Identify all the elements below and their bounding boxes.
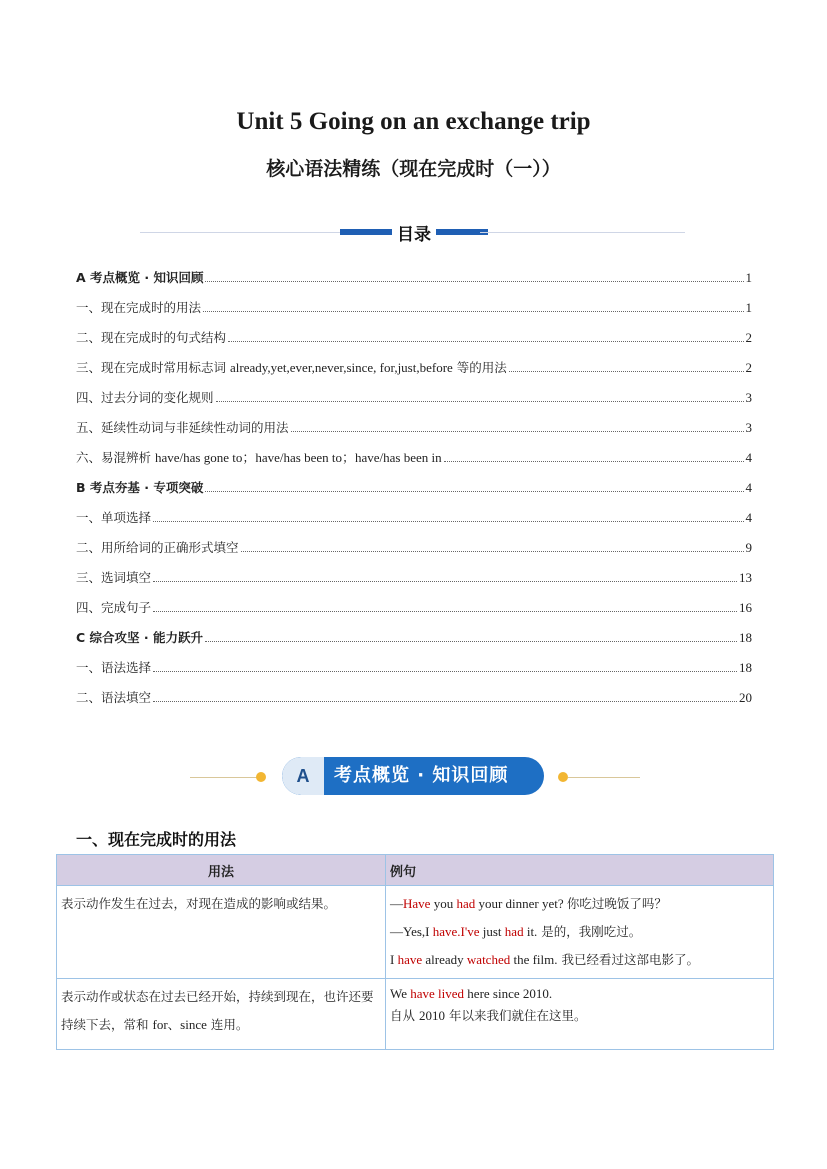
toc-leader xyxy=(203,311,743,312)
toc-entry-text: 一、现在完成时的用法 xyxy=(76,300,202,315)
toc-leader xyxy=(153,671,737,672)
toc-leader xyxy=(153,521,743,522)
toc-entry-text: 二、用所给词的正确形式填空 xyxy=(76,540,239,555)
example-cell xyxy=(386,886,774,979)
example-text: the film. xyxy=(510,952,558,967)
toc-heading-left-line xyxy=(140,232,350,233)
toc-page-number: 4 xyxy=(745,510,752,525)
example-text: already xyxy=(422,952,467,967)
banner-text: 考点概览 · 知识回顾 xyxy=(334,765,509,786)
toc-leader xyxy=(153,701,737,702)
toc-text-part: 三、现在完成时常用标志词 xyxy=(76,360,230,375)
highlight-word: .I've xyxy=(457,924,480,939)
toc-entry[interactable] xyxy=(76,408,752,438)
toc-page-number: 1 xyxy=(745,300,752,315)
example-text: here since 2010. xyxy=(464,986,553,1001)
example-text: —Yes,I xyxy=(390,924,433,939)
example-text: you xyxy=(430,896,457,911)
example-line xyxy=(390,1005,769,1045)
toc-entry-text: A 考点概览 · 知识回顾 xyxy=(76,270,204,285)
translation-text: 我已经看过这部电影了。 xyxy=(557,952,699,967)
document-title: Unit 5 Going on an exchange trip xyxy=(236,108,591,135)
toc-text-keywords: already,yet,ever,never,since, for,just,before xyxy=(229,360,453,375)
banner-right-line xyxy=(568,777,640,778)
toc-entry[interactable] xyxy=(76,648,752,678)
example-text: it. xyxy=(523,924,538,939)
section-title: 一、现在完成时的用法 xyxy=(76,830,237,849)
usage-text: 表示动作发生在过去，对现在造成的影响或结果。 xyxy=(61,896,337,911)
toc-entry[interactable] xyxy=(76,348,752,378)
toc-text-keywords: have/has gone to；have/has been to；have/has been in xyxy=(154,450,442,465)
toc-page-number: 9 xyxy=(745,540,752,555)
usage-keyword: since xyxy=(180,1017,207,1032)
example-text: I xyxy=(390,952,398,967)
usage-text xyxy=(61,983,381,1039)
example-line xyxy=(390,918,769,946)
toc-entry-text: 五、延续性动词与非延续性动词的用法 xyxy=(76,420,289,435)
translation-text: 2010 xyxy=(418,1008,445,1023)
toc-entry[interactable] xyxy=(76,318,752,348)
toc-leader xyxy=(205,281,743,282)
toc-entry[interactable] xyxy=(76,438,752,468)
toc-entry-part-b[interactable] xyxy=(76,468,752,498)
usage-table xyxy=(56,854,774,1050)
example-text: just xyxy=(479,924,505,939)
usage-cell xyxy=(57,886,386,979)
toc-entry[interactable] xyxy=(76,378,752,408)
toc-entry-text: B 考点夯基 · 专项突破 xyxy=(76,480,204,495)
toc-entry-part-c[interactable] xyxy=(76,618,752,648)
toc-leader xyxy=(153,581,737,582)
section-banner xyxy=(190,755,640,799)
toc-entry-part-a[interactable] xyxy=(76,258,752,288)
usage-cell xyxy=(57,979,386,1050)
table-row xyxy=(57,979,774,1050)
toc-heading xyxy=(140,220,685,244)
toc-leader xyxy=(444,461,744,462)
toc-entry[interactable] xyxy=(76,528,752,558)
highlight-word: have xyxy=(432,924,458,939)
toc-page-number: 3 xyxy=(745,390,752,405)
header-example: 例句 xyxy=(386,855,774,886)
translation-text: 是的，我刚吃过。 xyxy=(537,924,642,939)
toc-page-number: 18 xyxy=(739,660,752,675)
translation-text: 自从 xyxy=(390,1008,419,1023)
highlight-word: watched xyxy=(466,952,511,967)
toc-leader xyxy=(216,401,744,402)
banner-letter: A xyxy=(282,757,324,795)
highlight-word: had xyxy=(504,924,524,939)
toc-page-number: 13 xyxy=(739,570,752,585)
toc-page-number: 1 xyxy=(745,270,752,285)
toc-text-part: 等的用法 xyxy=(452,360,507,375)
toc-entry[interactable] xyxy=(76,498,752,528)
example-text: — xyxy=(390,896,403,911)
usage-keyword: for xyxy=(152,1017,168,1032)
toc-page-number: 4 xyxy=(745,480,752,495)
toc-entry-text xyxy=(76,358,507,378)
toc-page-number: 3 xyxy=(745,420,752,435)
translation-text: 年以来我们就住在这里。 xyxy=(444,1008,587,1023)
toc-leader xyxy=(241,551,744,552)
banner-pill xyxy=(282,757,544,795)
banner-left-dot-icon xyxy=(256,772,266,782)
toc-leader xyxy=(153,611,737,612)
banner-right-dot-icon xyxy=(558,772,568,782)
toc-page-number: 2 xyxy=(745,360,752,375)
toc-entry[interactable] xyxy=(76,288,752,318)
example-text: your dinner yet? xyxy=(475,896,567,911)
table-header-row xyxy=(57,855,774,886)
toc-entry[interactable] xyxy=(76,588,752,618)
table-row xyxy=(57,886,774,979)
highlight-word: had xyxy=(456,896,476,911)
table-of-contents xyxy=(76,258,752,708)
highlight-word: have xyxy=(397,952,423,967)
toc-entry-text: 三、选词填空 xyxy=(76,570,152,585)
toc-leader xyxy=(291,431,744,432)
toc-leader xyxy=(205,641,737,642)
toc-page-number: 4 xyxy=(745,450,752,465)
toc-entry-text: 四、过去分词的变化规则 xyxy=(76,390,214,405)
toc-text-part: 六、易混辨析 xyxy=(76,450,155,465)
toc-entry-text: 二、现在完成时的句式结构 xyxy=(76,330,227,345)
header-usage: 用法 xyxy=(57,855,386,886)
example-cell xyxy=(386,979,774,1050)
toc-page-number: 20 xyxy=(739,690,752,705)
toc-entry-text: 一、语法选择 xyxy=(76,660,152,675)
toc-page-number: 16 xyxy=(739,600,752,615)
toc-entry-text xyxy=(76,447,442,468)
toc-leader xyxy=(228,341,743,342)
toc-heading-label: 目录 xyxy=(397,225,431,245)
banner-left-line xyxy=(190,777,260,778)
toc-leader xyxy=(205,491,743,492)
toc-entry[interactable] xyxy=(76,678,752,708)
example-line xyxy=(390,890,769,918)
usage-text-part: 、 xyxy=(167,1017,181,1032)
example-text: We xyxy=(390,986,411,1001)
example-line xyxy=(390,983,769,1005)
toc-entry-text: C 综合攻坚 · 能力跃升 xyxy=(76,630,203,645)
toc-entry-text: 一、单项选择 xyxy=(76,510,152,525)
highlight-word: Have xyxy=(403,896,431,911)
example-line xyxy=(390,946,769,974)
document-subtitle: 核心语法精练（现在完成时（一）） xyxy=(266,158,561,180)
toc-page-number: 2 xyxy=(745,330,752,345)
toc-heading-right-line xyxy=(480,232,685,233)
toc-heading-left-bar xyxy=(340,229,392,235)
highlight-word: have lived xyxy=(410,986,465,1001)
translation-text: 你吃过晚饭了吗？ xyxy=(566,896,667,911)
toc-entry[interactable] xyxy=(76,558,752,588)
usage-text-part: 表示动作或状态在过去已经开始，持续到现在，也许还要持续下去，常和 xyxy=(61,989,374,1032)
toc-entry-text: 四、完成句子 xyxy=(76,600,152,615)
usage-text-part: 连用。 xyxy=(206,1017,249,1032)
toc-page-number: 18 xyxy=(739,630,752,645)
toc-leader xyxy=(509,371,744,372)
toc-entry-text: 二、语法填空 xyxy=(76,690,152,705)
